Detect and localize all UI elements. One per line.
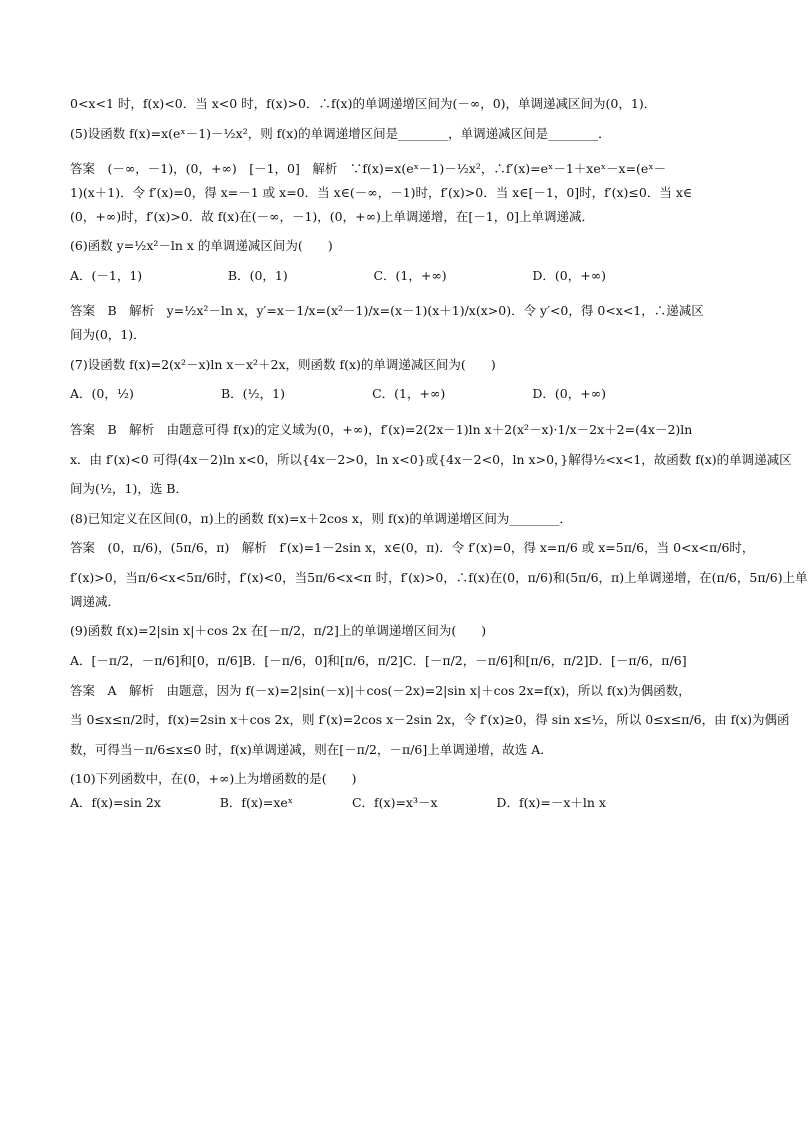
- answer-8-line-2: f′(x)>0，当π/6<x<5π/6时，f′(x)<0，当5π/6<x<π 时，f′(x)>0，∴f(x)在(0，π/6)和(5π/6，π)上单调递增，在(π/6，5π/6)上单: [70, 570, 808, 585]
- option-7-b: B．(½，1): [220, 386, 285, 402]
- question-10: (10)下列函数中，在(0，+∞)上为增函数的是( ): [70, 771, 357, 787]
- options-6: [70, 268, 726, 284]
- answer-7-line-2: x．由 f′(x)<0 可得(4x－2)ln x<0，所以{4x－2>0，ln x<0}或{4x－2<0，ln x>0，}解得½<x<1，故函数 f(x)的单调递减区: [70, 451, 792, 467]
- options-7: [70, 386, 726, 402]
- option-7-c: C．(1，+∞): [372, 386, 446, 402]
- answer-7-line-3: 间为(½，1)，选 B．: [70, 481, 188, 497]
- option-7-d: D．(0，+∞): [532, 386, 606, 402]
- option-10-c: C．f(x)=x³－x: [351, 795, 438, 810]
- question-5: (5)设函数 f(x)=x(eˣ－1)－½x²，则 f(x)的单调递增区间是________，单调递减区间是________．: [70, 125, 611, 141]
- answer-5-line-1: 答案 (－∞，－1)，(0，+∞) [－1，0] 解析 ∵f(x)=x(eˣ－1)－½x²，∴f′(x)=eˣ－1＋xeˣ－x=(eˣ－: [70, 161, 667, 177]
- option-6-d: D．(0，+∞): [532, 267, 606, 283]
- option-6-b: B．(0，1): [227, 267, 288, 283]
- option-9-a: A．[－π/2，－π/6]和[0，π/6]: [70, 652, 243, 668]
- options-10: [70, 795, 726, 811]
- question-7: (7)设函数 f(x)=2(x²－x)ln x－x²＋2x，则函数 f(x)的单调递减区间为( ): [70, 356, 496, 372]
- option-9-d: D．[－π/6，π/6]: [588, 652, 687, 668]
- option-6-a: A．(－1，1): [70, 267, 143, 283]
- option-9-c: C．[－π/2，－π/6]和[π/6，π/2]: [402, 652, 589, 668]
- answer-8-line-3: 调递减．: [70, 593, 121, 609]
- answer-6-line-2: 间为(0，1)．: [70, 327, 146, 342]
- answer-9-line-1: 答案 A 解析 由题意，因为 f(－x)=2|sin(－x)|＋cos(－2x)=2|sin x|＋cos 2x=f(x)，所以 f(x)为偶函数，: [70, 682, 691, 698]
- option-10-b: B．f(x)=xeˣ: [219, 795, 294, 810]
- answer-9-line-2: 当 0≤x≤π/2时，f(x)=2sin x＋cos 2x，则 f′(x)=2cos x－2sin 2x，令 f′(x)≥0，得 sin x≤½，所以 0≤x≤π/6，由 f(x)为偶函: [70, 712, 790, 728]
- option-7-a: A．(0，½): [70, 386, 134, 402]
- option-6-c: C．(1，+∞): [373, 267, 447, 283]
- options-9: [70, 653, 726, 669]
- answer-9-line-3: 数，可得当－π/6≤x≤0 时，f(x)单调递减，则在[－π/2，－π/6]上单调递增，故选 A．: [70, 741, 553, 757]
- answer-7-line-1: 答案 B 解析 由题意可得 f(x)的定义域为(0，+∞)，f′(x)=2(2x－1)ln x＋2(x²－x)·1/x－2x＋2=(4x－2)ln: [70, 421, 693, 437]
- option-10-d: D．f(x)=－x＋ln x: [496, 795, 606, 810]
- answer-5-line-3: (0，+∞)时，f′(x)>0．故 f(x)在(－∞，－1)，(0，+∞)上单调递增，在[－1，0]上单调递减．: [70, 208, 595, 224]
- answer-8-line-1: 答案 (0，π/6)，(5π/6，π) 解析 f′(x)=1－2sin x，x∈(0，π)．令 f′(x)=0，得 x=π/6 或 x=5π/6，当 0<x<π/6时，: [70, 540, 755, 556]
- answer-5-line-2: 1)(x＋1)．令 f′(x)=0，得 x=－1 或 x=0．当 x∈(－∞，－1)时，f′(x)>0．当 x∈[－1，0]时，f′(x)≤0．当 x∈: [70, 184, 693, 200]
- option-9-b: B．[－π/6，0]和[π/6，π/2]: [242, 652, 403, 668]
- answer-6-line-1: 答案 B 解析 y=½x²－ln x，y′=x－1/x=(x²－1)/x=(x－1)(x＋1)/x(x>0)．令 y′<0，得 0<x<1，∴递减区: [70, 303, 704, 319]
- question-9: (9)函数 f(x)=2|sin x|＋cos 2x 在[－π/2，π/2]上的单调递增区间为( ): [70, 623, 487, 639]
- question-8: (8)已知定义在区间(0，π)上的函数 f(x)=x＋2cos x，则 f(x)的单调递增区间为________．: [70, 510, 572, 526]
- text-line-1: 0<x<1 时，f(x)<0．当 x<0 时，f(x)>0．∴f(x)的单调递增区间为(－∞，0)，单调递减区间为(0，1)．: [70, 96, 657, 111]
- question-6: (6)函数 y=½x²－ln x 的单调递减区间为( ): [70, 238, 333, 254]
- option-10-a: A．f(x)=sin 2x: [70, 795, 161, 810]
